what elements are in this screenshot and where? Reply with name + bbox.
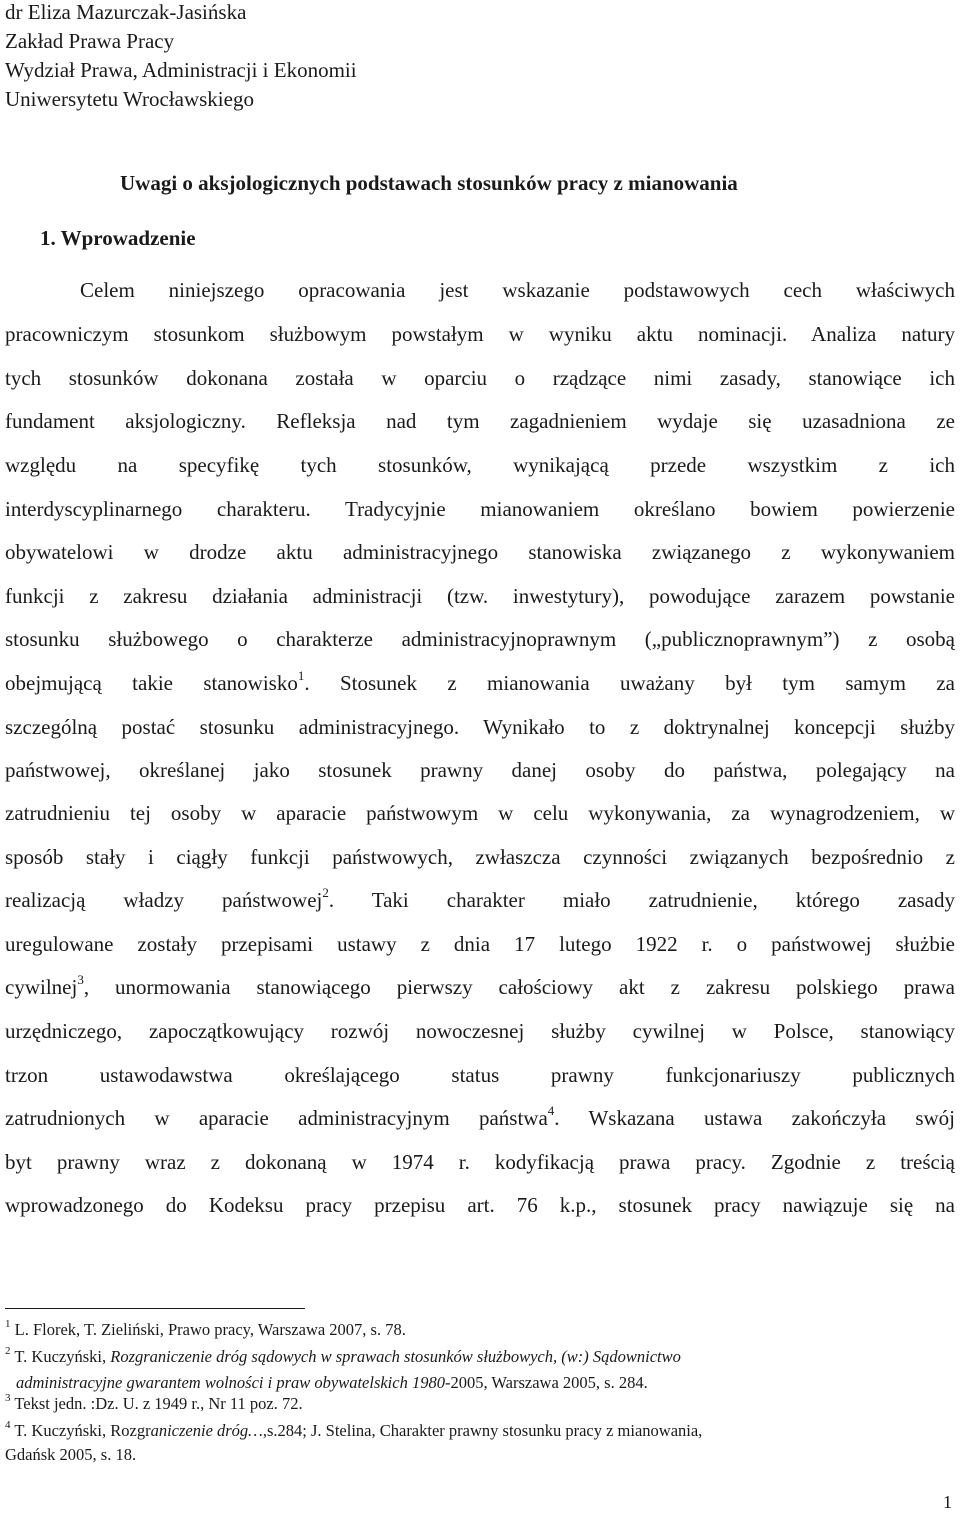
body-line-text: . Taki charakter miało zatrudnienie, którego zasady: [328, 888, 955, 912]
body-line-text: urzędniczego, zapoczątkowujący rozwój nowoczesnej służby cywilnej w Polsce, stanowiący: [5, 1019, 955, 1043]
footnote-reference: 4: [547, 1103, 555, 1118]
footnote-number: 4: [5, 1418, 11, 1431]
body-line-text: szczególną postać stosunku administracyjnego. Wynikało to z doktrynalnej koncepcji służby: [5, 715, 955, 739]
body-line-text: względu na specyfikę tych stosunków, wynikającą przede wszystkim z ich: [5, 453, 955, 477]
page-number: 1: [943, 1492, 952, 1512]
body-line: [5, 801, 955, 825]
body-line: [5, 758, 955, 782]
body-line-text: obejmującą takie stanowisko: [5, 671, 298, 695]
footnote-number: 2: [5, 1344, 11, 1357]
faculty-name: Wydział Prawa, Administracji i Ekonomii: [5, 58, 357, 82]
footnote-text: T. Kuczyński, Rozgr: [10, 1421, 151, 1440]
body-line: [5, 453, 955, 477]
footnote-text: Gdańsk 2005, s. 18.: [5, 1445, 137, 1464]
footnote-text: L. Florek, T. Zieliński, Prawo pracy, Warszawa 2007, s. 78.: [10, 1320, 406, 1339]
body-line-text: , unormowania stanowiącego pierwszy całościowy akt z zakresu polskiego prawa: [83, 975, 955, 999]
footnote-3: [5, 1391, 955, 1414]
body-line-text: trzon ustawodawstwa określającego status prawny funkcjonariuszy publicznych: [5, 1063, 955, 1087]
body-line-text: tych stosunków dokonana została w oparciu o rządzące nimi zasady, stanowiące ich: [5, 366, 955, 390]
footnote-text-italic: Rozgraniczenie dróg sądowych w sprawach stosunków służbowych, (w:) Sądownictwo: [110, 1347, 681, 1366]
footnote-2: [5, 1344, 955, 1367]
body-line-text: interdyscyplinarnego charakteru. Tradycyjnie mianowaniem określano bowiem powierzenie: [5, 497, 955, 521]
body-line: [5, 885, 955, 912]
body-line: [5, 1063, 955, 1087]
footnote-text-italic: administracyjne gwarantem wolności i praw obywatelskich 1980: [16, 1373, 445, 1392]
body-line-text: zatrudnieniu tej osoby w aparacie państwowym w celu wykonywania, za wynagrodzeniem, w: [5, 801, 955, 825]
footnote-separator: [5, 1308, 305, 1309]
body-line: [5, 322, 955, 346]
body-line-text: zatrudnionych w aparacie administracyjnym państwa: [5, 1106, 548, 1130]
body-line-text: . Wskazana ustawa zakończyła swój: [554, 1106, 955, 1130]
footnote-number: 1: [5, 1317, 11, 1330]
body-line: [5, 1019, 955, 1043]
body-line: [5, 845, 955, 869]
body-line: [5, 932, 955, 956]
body-line: [5, 715, 955, 739]
body-line-text: państwowej, określanej jako stosunek prawny danej osoby do państwa, polegający na: [5, 758, 955, 782]
body-line-text: fundament aksjologiczny. Refleksja nad tym zagadnieniem wydaje się uzasadniona ze: [5, 409, 955, 433]
body-line-text: Celem niniejszego opracowania jest wskazanie podstawowych cech właściwych: [80, 278, 955, 302]
body-line-text: uregulowane zostały przepisami ustawy z dnia 17 lutego 1922 r. o państwowej służbie: [5, 932, 955, 956]
body-line: [5, 584, 955, 608]
body-line: [5, 540, 955, 564]
footnote-text: T. Kuczyński,: [10, 1347, 111, 1366]
footnote-4: [5, 1418, 955, 1441]
footnote-text: -2005, Warszawa 2005, s. 284.: [444, 1373, 648, 1392]
body-line: [5, 1103, 955, 1130]
body-line-text: cywilnej: [5, 975, 78, 999]
body-line: [5, 497, 955, 521]
body-line: [5, 1150, 955, 1174]
author-name: dr Eliza Mazurczak-Jasińska: [5, 0, 247, 24]
body-line-text: byt prawny wraz z dokonaną w 1974 r. kodyfikacją prawa pracy. Zgodnie z treścią: [5, 1150, 955, 1174]
footnote-4-continued: [5, 1445, 955, 1465]
body-line: [5, 972, 955, 999]
footnote-text-italic: aniczenie dróg…: [150, 1421, 263, 1440]
body-line: [80, 278, 955, 302]
body-line-text: sposób stały i ciągły funkcji państwowych, zwłaszcza czynności związanych bezpośrednio z: [5, 845, 955, 869]
footnote-text: ,s.284; J. Stelina, Charakter prawny stosunku pracy z mianowania,: [262, 1421, 703, 1440]
body-line-text: obywatelowi w drodze aktu administracyjnego stanowiska związanego z wykonywaniem: [5, 540, 955, 564]
footnote-1: [5, 1317, 955, 1340]
body-line-text: wprowadzonego do Kodeksu pracy przepisu art. 76 k.p., stosunek pracy nawiązuje się na: [5, 1193, 955, 1217]
footnote-text: Tekst jedn. :Dz. U. z 1949 r., Nr 11 poz. 72.: [10, 1394, 303, 1413]
footnote-reference: 3: [77, 972, 84, 987]
body-line: [5, 366, 955, 390]
university-name: Uniwersytetu Wrocławskiego: [5, 87, 254, 111]
body-line-text: funkcji z zakresu działania administracji (tzw. inwestytury), powodujące zarazem powstanie: [5, 584, 955, 608]
section-heading: 1. Wprowadzenie: [40, 226, 196, 250]
footnote-2-continued: [16, 1373, 960, 1393]
body-line-text: . Stosunek z mianowania uważany był tym samym za: [304, 671, 955, 695]
body-line-text: realizacją władzy państwowej: [5, 888, 323, 912]
body-line-text: pracowniczym stosunkom służbowym powstałym w wyniku aktu nominacji. Analiza natury: [5, 322, 955, 346]
body-line-text: stosunku służbowego o charakterze administracyjnoprawnym („publicznoprawnym”) z osobą: [5, 627, 955, 651]
footnote-number: 3: [5, 1391, 11, 1404]
department-name: Zakład Prawa Pracy: [5, 29, 175, 53]
body-line: [5, 627, 955, 651]
body-line: [5, 1193, 955, 1217]
footnote-reference: 2: [322, 885, 329, 900]
document-title: Uwagi o aksjologicznych podstawach stosunków pracy z mianowania: [120, 171, 738, 195]
footnote-reference: 1: [297, 668, 305, 683]
body-line: [5, 668, 955, 695]
body-line: [5, 409, 955, 433]
